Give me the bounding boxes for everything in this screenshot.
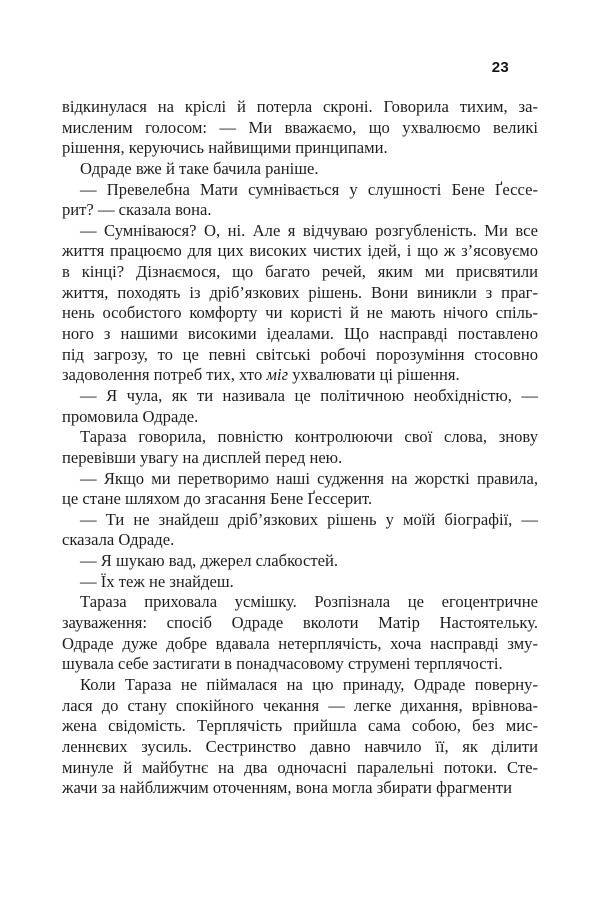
- text-segment: в кінці? Дізнаємося, що багато речей, яким ми присвятили: [62, 262, 538, 282]
- text-segment: рішення, керуючись найвищими принципами.: [62, 138, 388, 158]
- text-segment: — Ти не знайдеш дріб’язкових рішень у моїй біографії, —: [80, 509, 538, 529]
- text-line: [62, 592, 538, 613]
- text-line: [62, 551, 538, 572]
- text-line: [62, 675, 538, 696]
- text-line: [62, 180, 538, 201]
- text-line: [62, 427, 538, 448]
- text-segment: — Їх теж не знайдеш.: [80, 571, 234, 591]
- text-line: [62, 489, 538, 510]
- text-segment: — Превелебна Мати сумнівається у слушності Бене Ґессе-: [80, 179, 538, 199]
- text-segment: Коли Тараза не піймалася на цю принаду, Одраде поверну-: [80, 674, 538, 694]
- text-line: [62, 510, 538, 531]
- text-segment: — Сумніваюся? О, ні. Але я відчуваю розгубленість. Ми все: [80, 220, 538, 240]
- text-line: [62, 448, 538, 469]
- text-line: [62, 241, 538, 262]
- text-line: [62, 778, 538, 799]
- text-line: [62, 716, 538, 737]
- text-segment: зауваження: спосіб Одраде вколоти Матір Настоятельку.: [62, 613, 538, 633]
- text-line: [62, 97, 538, 118]
- text-segment: нень особистого комфорту чи користі й не мають нічого спіль-: [62, 303, 538, 323]
- text-segment: Тараза говорила, повністю контролюючи свої слова, знову: [80, 427, 538, 447]
- text-line: [62, 159, 538, 180]
- text-segment: промовила Одраде.: [62, 406, 199, 426]
- text-line: [62, 530, 538, 551]
- page-number: 23: [491, 59, 509, 76]
- text-segment: перевівши увагу на дисплей перед нею.: [62, 447, 343, 467]
- text-line: [62, 138, 538, 159]
- text-line: [62, 572, 538, 593]
- text-segment: ухвалювати ці рішення.: [288, 365, 460, 385]
- text-line: [62, 200, 538, 221]
- text-line: [62, 221, 538, 242]
- text-line: [62, 407, 538, 428]
- text-line: [62, 386, 538, 407]
- text-segment: — Я чула, як ти називала це політичною необхідністю, —: [80, 385, 538, 405]
- text-line: [62, 303, 538, 324]
- text-line: [62, 365, 538, 386]
- text-line: [62, 654, 538, 675]
- italic-text: міг: [266, 365, 289, 385]
- text-segment: мисленим голосом: — Ми вважаємо, що ухвалюємо великі: [62, 117, 538, 137]
- text-segment: жена свідомість. Терплячість прийшла сама собою, без мис-: [62, 716, 538, 736]
- text-segment: минуле й майбутнє на два одночасні паралельні потоки. Сте-: [62, 757, 538, 777]
- text-line: [62, 469, 538, 490]
- text-line: [62, 118, 538, 139]
- text-segment: лася до стану спокійного чекання — легке дихання, врівнова-: [62, 695, 538, 715]
- text-line: [62, 613, 538, 634]
- page-text: [62, 97, 538, 799]
- text-segment: шувала себе застигати в понадчасовому струмені терплячості.: [62, 654, 503, 674]
- text-line: [62, 634, 538, 655]
- text-line: [62, 345, 538, 366]
- text-segment: жачи за найближчим оточенням, вона могла збирати фрагменти: [62, 778, 512, 798]
- text-segment: леннєвих зусиль. Сестринство давно навчило її, як ділити: [62, 736, 538, 756]
- text-segment: життя, походять із дріб’язкових рішень. Вони виникли з праг-: [62, 282, 538, 302]
- text-line: [62, 262, 538, 283]
- text-segment: відкинулася на кріслі й потерла скроні. Говорила тихим, за-: [62, 97, 538, 116]
- text-segment: під загрозу, то це певні світські робочі порозуміння стосовно: [62, 344, 538, 364]
- text-segment: — Якщо ми перетворимо наші судження на жорсткі правила,: [80, 468, 538, 488]
- text-line: [62, 283, 538, 304]
- text-segment: життя працюємо для цих високих чистих ідей, і що ж з’ясовуємо: [62, 241, 538, 261]
- text-segment: це стане шляхом до згасання Бене Ґессерит.: [62, 489, 373, 509]
- text-segment: рит? — сказала вона.: [62, 200, 212, 220]
- text-line: [62, 737, 538, 758]
- text-line: [62, 696, 538, 717]
- text-segment: сказала Одраде.: [62, 530, 175, 550]
- text-segment: — Я шукаю вад, джерел слабкостей.: [80, 551, 339, 571]
- text-segment: Одраде вже й таке бачила раніше.: [80, 158, 319, 178]
- text-segment: задоволення потреб тих, хто: [62, 365, 267, 385]
- text-segment: Тараза приховала усмішку. Розпізнала це егоцентричне: [80, 592, 538, 612]
- text-segment: ного з нашими високими ідеалами. Що насправді поставлено: [62, 324, 538, 344]
- text-segment: Одраде дуже добре вдавала нетерплячість, хоча насправді зму-: [62, 633, 538, 653]
- text-line: [62, 324, 538, 345]
- text-line: [62, 758, 538, 779]
